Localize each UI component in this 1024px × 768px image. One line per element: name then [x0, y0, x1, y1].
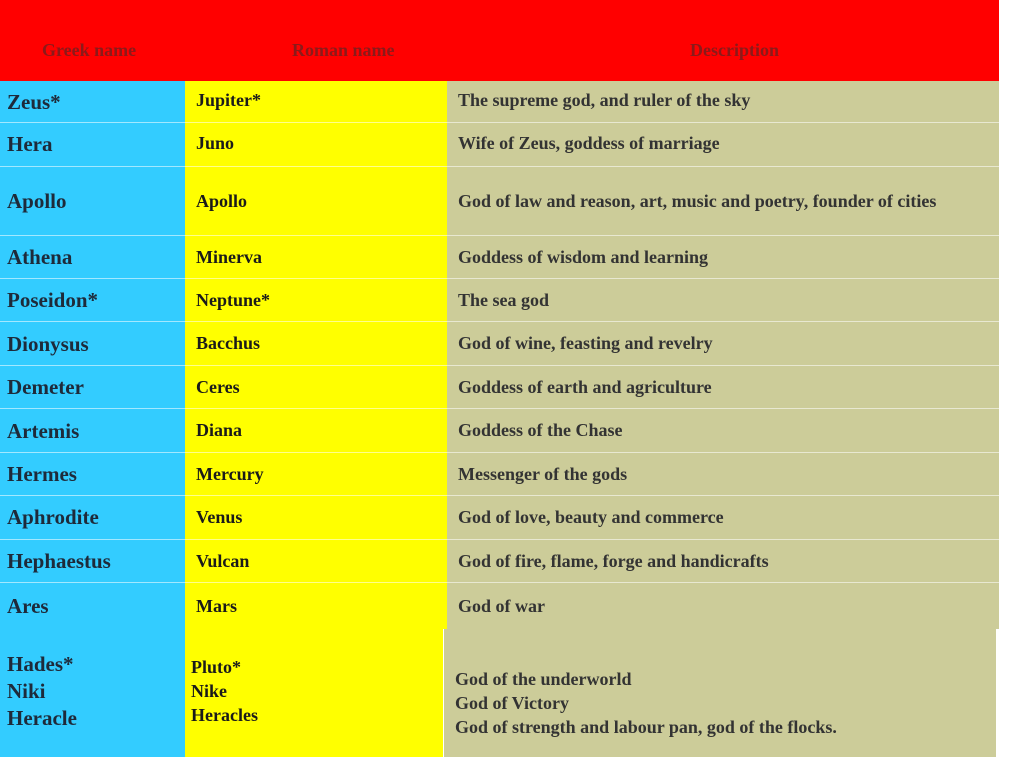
roman-name: Mercury [196, 464, 264, 484]
greek-cell [0, 409, 185, 453]
roman-cell [185, 409, 447, 453]
description-cell [447, 540, 999, 583]
roman-cell [185, 279, 447, 322]
roman-name: Mars [196, 596, 237, 616]
greek-name: Hephaestus [7, 549, 111, 573]
description-cell [447, 583, 999, 629]
greek-cell [0, 496, 185, 540]
table-row [0, 629, 999, 757]
table-row [0, 366, 999, 409]
table-row [0, 453, 999, 496]
greek-cell [0, 123, 185, 167]
table-row [0, 236, 999, 279]
roman-cell [185, 366, 447, 409]
description: Goddess of the Chase [458, 420, 623, 440]
roman-name: Diana [196, 420, 243, 440]
header-greek-name: Greek name [42, 40, 137, 60]
roman-name: Bacchus [196, 333, 261, 353]
greek-cell [0, 629, 185, 757]
table-row [0, 167, 999, 236]
greek-cell [0, 322, 185, 366]
greek-cell [0, 236, 185, 279]
roman-cell [185, 236, 447, 279]
roman-cell [185, 629, 443, 757]
description: God of love, beauty and commerce [458, 507, 724, 527]
table-row [0, 322, 999, 366]
greek-cell [0, 279, 185, 322]
description: God of strength and labour pan, god of the flocks. [455, 717, 837, 737]
greek-name: Demeter [7, 375, 84, 399]
description: The sea god [458, 290, 550, 310]
greek-name: Poseidon* [7, 288, 99, 312]
description: Wife of Zeus, goddess of marriage [458, 133, 720, 153]
greek-cell [0, 81, 185, 123]
roman-cell [185, 540, 447, 583]
table-row [0, 540, 999, 583]
greek-name: Zeus* [7, 90, 61, 114]
roman-name: Juno [196, 133, 235, 153]
roman-name: Heracles [191, 705, 258, 725]
greek-name: Hades* [7, 652, 74, 676]
header-roman-name: Roman name [292, 40, 395, 60]
greek-name: Athena [7, 245, 73, 269]
table-row [0, 409, 999, 453]
description-cell [447, 366, 999, 409]
roman-cell [185, 123, 447, 167]
description: God of war [458, 596, 545, 616]
description: God of the underworld [455, 669, 632, 689]
description: God of law and reason, art, music and poetry, founder of cities [458, 191, 937, 211]
roman-name: Jupiter* [196, 90, 261, 110]
greek-name: Aphrodite [7, 505, 99, 529]
table-row [0, 279, 999, 322]
description-cell [447, 81, 999, 123]
roman-cell [185, 453, 447, 496]
table-header [0, 0, 999, 81]
roman-name: Venus [196, 507, 243, 527]
description: The supreme god, and ruler of the sky [458, 90, 751, 110]
description-cell [447, 279, 999, 322]
description: Goddess of wisdom and learning [458, 247, 709, 267]
roman-name: Minerva [196, 247, 262, 267]
table-row [0, 123, 999, 167]
greek-name: Artemis [7, 419, 80, 443]
description: God of wine, feasting and revelry [458, 333, 713, 353]
description-cell [447, 167, 999, 236]
description-cell [447, 409, 999, 453]
table-row [0, 583, 999, 629]
description-cell [447, 496, 999, 540]
description-cell [447, 236, 999, 279]
greek-name: Dionysus [7, 332, 89, 356]
roman-cell [185, 167, 447, 236]
greek-cell [0, 453, 185, 496]
description-cell [447, 453, 999, 496]
greek-name: Hermes [7, 462, 77, 486]
greek-cell [0, 366, 185, 409]
roman-name: Apollo [196, 191, 248, 211]
header-description: Description [690, 40, 779, 60]
greek-name: Heracle [7, 706, 77, 730]
roman-name: Ceres [196, 377, 240, 397]
greek-name: Hera [7, 132, 53, 156]
description: Messenger of the gods [458, 464, 628, 484]
description-cell [444, 629, 996, 757]
roman-name: Nike [191, 681, 227, 701]
description-cell [447, 322, 999, 366]
roman-name: Neptune* [196, 290, 271, 310]
roman-cell [185, 322, 447, 366]
greek-name: Apollo [7, 189, 67, 213]
description: God of Victory [455, 693, 569, 713]
greek-name: Niki [7, 679, 46, 703]
roman-name: Vulcan [196, 551, 250, 571]
roman-name: Pluto* [191, 657, 242, 677]
greek-cell [0, 583, 185, 629]
table-row [0, 496, 999, 540]
description: God of fire, flame, forge and handicrafts [458, 551, 769, 571]
roman-cell [185, 583, 447, 629]
greek-cell [0, 167, 185, 236]
roman-cell [185, 496, 447, 540]
description: Goddess of earth and agriculture [458, 377, 712, 397]
description-cell [447, 123, 999, 167]
greek-name: Ares [7, 594, 49, 618]
roman-cell [185, 81, 447, 123]
table-row [0, 81, 999, 123]
greek-cell [0, 540, 185, 583]
